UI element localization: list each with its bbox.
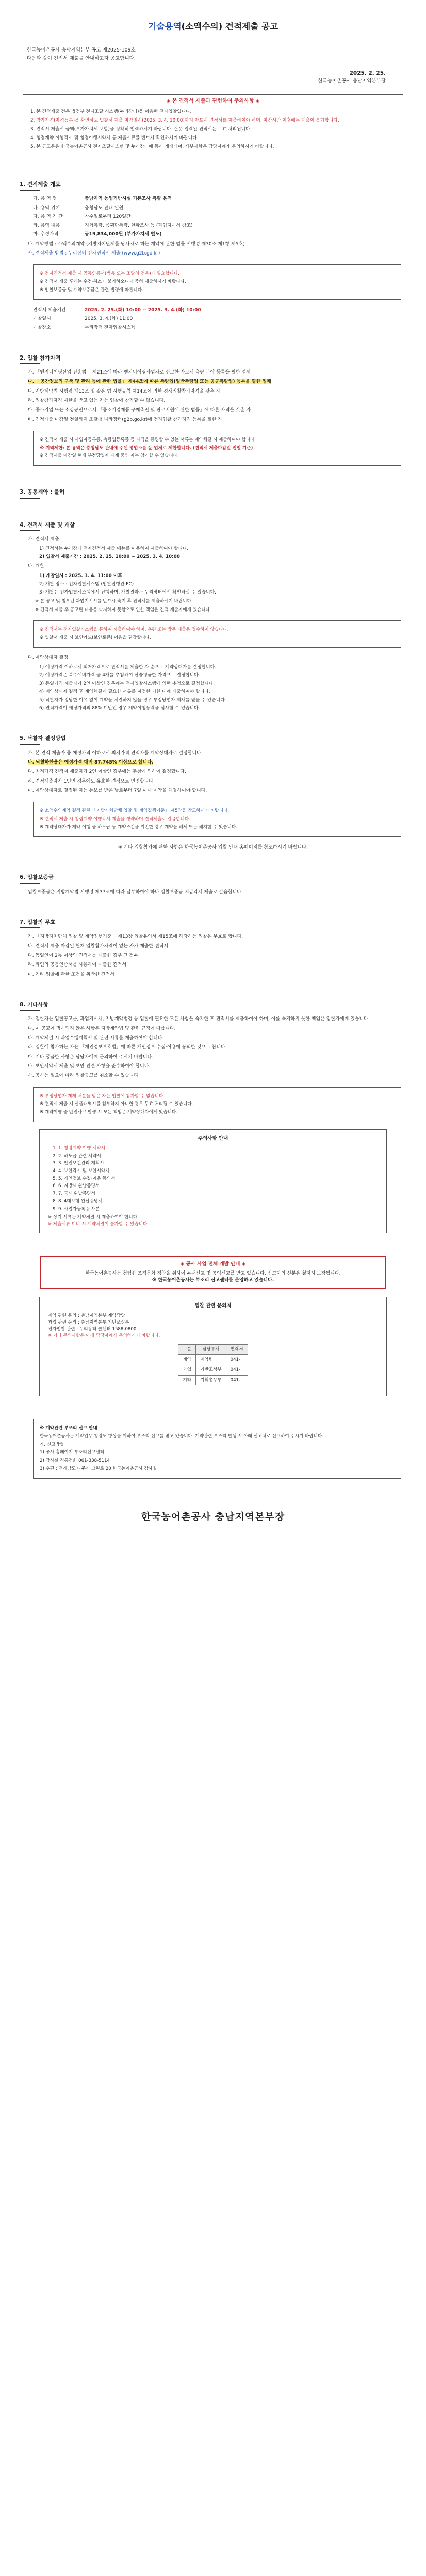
overview-text: 바. 계약방법 : 소액수의계약 (지방자치단체를 당사자로 하는 계약에 관한 법률 시행령 제30조 제1항 제5호) (28, 241, 245, 247)
section-heading: 2. 입찰 참가자격 (20, 354, 406, 365)
section-integrity (20, 1256, 406, 1396)
document-title (20, 21, 406, 33)
section-award-method (20, 735, 406, 851)
contact-table: 구분 담당부서 연락처 계약 계약팀 041- 과업 기반조성부 041- 기타 기획총무부 041- (178, 1344, 248, 1385)
schedule-row: 개찰일시 : 2025. 3. 4.(화) 11:00 (33, 316, 133, 321)
eligibility-item: 마. 중소기업 또는 소상공인으로서 「중소기업제품 구매촉진 및 판로지원에 관한 법률」에 따른 자격을 갖춘 자 (28, 408, 251, 413)
submission-item: 2) 개찰 장소 : 전자입찰시스템 (입찰집행관 PC) (39, 581, 134, 587)
caution-list: 1. 1. 청렴계약 이행 서약서 2. 2. 하도급 관련 서약서 3. 3. 안전보건관리 계획서 4. 4. 보안각서 및 보안서약서 5. 5. 개인정보 수집·이용 동의서 6. 6. 지방세 완납증명서 7. 7. 국세 완납증명서 8. 8. 4대보험 완납증명서 9. 9. 사업자등록증 사본 (58, 1145, 378, 1212)
submission-item: 1) 개찰일시 : 2025. 3. 4. 11:00 이후 (39, 573, 122, 579)
title-suffix: 견적제출 공고 (222, 22, 278, 32)
invalid-item: 나. 견적서 제출 마감일 현재 입찰참가자격이 없는 자가 제출한 견적서 (28, 943, 169, 949)
submission-note: ※ 본 공고 및 첨부된 과업지시서를 반드시 숙지 후 견적서를 제출하시기 바랍니다. (35, 598, 193, 604)
overview-row: 가. 용 역 명 : 충남지역 농업기반시설 기본조사 측량 용역 (33, 196, 172, 202)
title-prefix: 기술용역 (148, 22, 182, 32)
submission-item: 가. 견적서 제출 (28, 537, 59, 543)
deposit-text: 입찰보증금은 지방계약법 시행령 제37조에 따라 납부하여야 하나 입찰보증금 지급각서 제출로 갈음합니다. (28, 889, 243, 895)
misc-item: 라. 입찰에 참가하는 자는 「개인정보보호법」에 따른 개인정보 수집·이용에 동의한 것으로 봅니다. (28, 1045, 227, 1050)
section-submission (20, 521, 406, 713)
section-eligibility (20, 354, 406, 466)
notice-item: 4. 청렴계약 이행각서 및 청렴이행서약서 등 제출서류를 반드시 확인하시기 바랍니다. (30, 135, 199, 141)
misc-item: 마. 기타 궁금한 사항은 담당자에게 문의하여 주시기 바랍니다. (28, 1054, 154, 1060)
overview-row: 나. 용역 위치 : 충청남도 관내 일원 (33, 205, 124, 211)
submission-item: 2) 입찰서 제출기간 : 2025. 2. 25. 10:00 ~ 2025. 3. 4. 10:00 (39, 554, 180, 560)
overview-notes: ※ 전자견적서 제출 시 공동인증서(범용 또는 조달청 전용)가 필요합니다. ※ 견적서 제출 후에는 수정·취소가 불가하오니 신중히 제출하시기 바랍니다. ※ 입찰보증금 및 계약보증금은 관련 법령에 따릅니다. (33, 264, 401, 299)
notice-date: 2025. 2. 25. (349, 70, 386, 77)
award-method-item: 가. 본 견적 제출자 중 예정가격 이하로서 최저가격 견적자를 계약상대자로 결정합니다. (28, 750, 203, 756)
award-item: 5) 낙찰자가 정당한 이유 없이 계약을 체결하지 않을 경우 부정당업자 제재를 받을 수 있습니다. (39, 698, 226, 703)
caution-after: ※ 상기 서류는 계약체결 시 제출하여야 합니다. (48, 1215, 139, 1221)
integrity-redbox: ◈ 공사 사업 전체 개발 안내 ◈ 한국농어촌공사는 청렴한 조직문화 정착을 위하여 부패신고 및 공익신고를 받고 있습니다. 신고자의 신분은 철저히 보장됩니다. ※ 한국농어촌공사는 부조리 신고센터를 운영하고 있습니다. (40, 1256, 386, 1289)
misc-item: 바. 보안서약서 제출 및 보안 관련 사항을 준수하여야 합니다. (28, 1064, 151, 1070)
eligibility-item: 가. 「엔지니어링산업 진흥법」 제21조에 따라 엔지니어링사업자로 신고한 자로서 측량 분야 등록을 필한 업체 (28, 370, 251, 376)
notice-item: 1. 본 견적제출 건은 법정부 전자조달 시스템(누리장터)을 이용한 전자입찰입니다. (30, 109, 192, 114)
submission-item: 3) 개찰은 전자입찰시스템에서 진행하며, 개찰결과는 누리장터에서 확인하실 수 있습니다. (39, 589, 216, 595)
invalid-item: 다. 동일인이 2통 이상의 견적서를 제출한 경우 그 전부 (28, 953, 139, 958)
table-row: 기타 기획총무부 041- (178, 1375, 248, 1385)
award-item: 3) 동일가격 제출자가 2인 이상인 경우에는 전자입찰시스템에 의한 추첨으로 결정합니다. (39, 681, 215, 687)
misc-item: 나. 이 공고에 명시되지 않은 사항은 지방계약법 및 관련 규정에 따릅니다. (28, 1026, 176, 1031)
submission-item: 나. 개찰 (28, 564, 44, 569)
invalid-item: 라. 타인의 공동인증서를 사용하여 제출한 견적서 (28, 962, 127, 968)
section-heading: 1. 견적제출 개요 (20, 181, 406, 191)
award-method-box: ※ 소액수의계약 결정 관련 「지방자치단체 입찰 및 계약집행기준」 제5장을 참고하시기 바랍니다. ※ 견적서 제출 시 청렴계약 이행각서 제출을 생략하며 견적제출로 갈음합니다. ※ 계약상대자가 계약 이행 중 하도급 등 계약조건을 위반한 경우 계약을 해제 또는 해지할 수 있습니다. (33, 802, 401, 837)
schedule-row: 견적서 제출기간 : 2025. 2. 25.(화) 10:00 ~ 2025. 3. 4.(화) 10:00 (33, 307, 201, 313)
section-heading: 3. 공동계약 : 불허 (20, 488, 406, 499)
notice-box-title: ◈ 본 견적서 제출과 관련하여 주의사항 ◈ (166, 98, 260, 104)
overview-text: 사. 견적제출 방법 : 누리장터 전자견적서 제출 (www.g2b.go.kr) (28, 251, 160, 257)
overview-row: 라. 용역 내용 : 지형측량, 종횡단측량, 현황조사 등 (과업지시서 참조) (33, 223, 193, 229)
award-item: 6) 견적가격이 예정가격의 88% 미만인 경우 계약이행능력을 심사할 수 있습니다. (39, 706, 200, 711)
table-row: 계약 계약팀 041- (178, 1355, 248, 1365)
notice-item: 5. 본 공고문은 한국농어촌공사 전자조달시스템 및 누리장터에 동시 게재되며, 세부사항은 담당자에게 문의하시기 바랍니다. (30, 144, 274, 149)
overview-row: 마. 추정가격 : 금19,834,000원 (부가가치세 별도) (33, 232, 162, 238)
section-overview (20, 181, 406, 332)
caution-box (39, 1129, 387, 1233)
intro-line: 한국농어촌공사 충남지역본부 공고 제2025-109호 (27, 47, 136, 54)
award-item: 4) 계약상대자 결정 후 계약체결에 필요한 서류를 지정한 기한 내에 제출하여야 합니다. (39, 689, 210, 695)
section-report (20, 1419, 406, 1478)
award-item: 다. 계약상대자 결정 (28, 655, 69, 660)
submission-box: ※ 견적서는 전자입찰시스템을 통하여 제출하여야 하며, 우편 또는 방문 제출은 접수하지 않습니다. ※ 입찰서 제출 시 보안카드(보안토큰) 이용을 권장합니다. (33, 620, 401, 647)
misc-item: 다. 계약체결 시 과업수행계획서 및 관련 서류를 제출하여야 합니다. (28, 1036, 164, 1041)
eligibility-box: ※ 견적서 제출 시 사업자등록증, 측량업등록증 등 자격을 증명할 수 있는 서류는 계약체결 시 제출하여야 합니다. ※ 지역제한: 본 용역은 충청남도 관내에 주된 영업소를 둔 업체로 제한합니다. (견적서 제출마감일 전일 기준) ※ 견적제출 마감일 현재 부정당업자 제재 중인 자는 참가할 수 없습니다. (33, 431, 401, 466)
award-item: 2) 예정가격은 복수예비가격 중 4개를 추첨하여 산술평균한 가격으로 결정합니다. (39, 673, 200, 679)
eligibility-item: 나. 「공간정보의 구축 및 관리 등에 관한 법률」 제44조에 따른 측량업(일반측량업 또는 공공측량업) 등록을 필한 업체 (28, 379, 271, 385)
caution-title: 주의사항 안내 (198, 1135, 228, 1141)
overview-row: 다. 용 역 기 간 : 착수일로부터 120일간 (33, 214, 131, 219)
award-method-item: 나. 낙찰하한율은 예정가격 대비 87.745% 이상으로 합니다. (28, 759, 154, 765)
misc-box: ※ 부정당업자 제재 처분을 받은 자는 입찰에 참가할 수 없습니다. ※ 견적서 제출 시 산출내역서를 첨부하지 아니한 경우 무효 처리될 수 있습니다. ※ 계약이행 중 안전사고 발생 시 모든 책임은 계약상대자에게 있습니다. (33, 1087, 401, 1122)
section-heading: 7. 입찰의 무효 (20, 919, 406, 929)
section-deposit (20, 874, 406, 896)
award-method-item: 라. 견적제출자가 1인인 경우에도 유효한 견적으로 인정합니다. (28, 778, 155, 784)
intro-block (27, 47, 406, 62)
section-heading: 5. 낙찰자 결정방법 (20, 735, 406, 745)
award-method-item: 다. 최저가격 견적서 제출자가 2인 이상인 경우에는 추첨에 의하여 결정합니다. (28, 769, 186, 775)
schedule-row: 개찰장소 : 누리장터 전자입찰시스템 (33, 325, 136, 331)
award-method-item: 마. 계약상대자로 결정된 자는 통보를 받은 날로부터 7일 이내 계약을 체결하여야 합니다. (28, 788, 207, 793)
section-heading: 6. 입찰보증금 (20, 874, 406, 884)
table-row: 과업 기반조성부 041- (178, 1365, 248, 1375)
date-block (20, 70, 386, 85)
section-misc (20, 1001, 406, 1233)
intro-line: 다음과 같이 견적서 제출을 안내하고자 공고합니다. (27, 56, 136, 62)
award-method-tail: ※ 기타 입찰참가에 관한 사항은 한국농어촌공사 입찰 안내 홈페이지를 참조하시기 바랍니다. (118, 844, 308, 851)
contact-box: 입찰 관련 문의처 계약 관련 문의 : 충남지역본부 계약담당 과업 관련 문의 : 충남지역본부 기반조성부 전자입찰 관련 : 누리장터 콜센터 1588-0800 ※ 기타 문의사항은 아래 담당자에게 문의하시기 바랍니다. 구분 담당부서 연락처 계약 계약팀 041- 과업 기반조성부 041- 기타 기획총무부 041- (39, 1297, 387, 1396)
notice-item: 2. 참가자격(자격등록)을 확인하고 입찰서 제출 마감일시(2025. 3. 4. 10:00)까지 반드시 견적서를 제출하여야 하며, 마감시간 이후에는 제출이 불가합니다. (30, 117, 339, 123)
notice-box (23, 94, 403, 158)
caution-after: ※ 제출서류 미비 시 계약체결이 불가할 수 있습니다. (48, 1222, 149, 1227)
section-invalid (20, 919, 406, 978)
issuer: 한국농어촌공사 충남지역본부장 (318, 78, 386, 84)
invalid-item: 마. 기타 입찰에 관한 조건을 위반한 견적서 (28, 972, 114, 977)
footer-issuer: 한국농어촌공사 충남지역본부장 (141, 1511, 285, 1522)
eligibility-item: 바. 견적제출 마감일 전일까지 조달청 나라장터(g2b.go.kr)에 전자입찰 참가자격 등록을 필한 자 (28, 417, 222, 422)
award-item: 1) 예정가격 이하로서 최저가격으로 견적서를 제출한 자 순으로 계약상대자를 결정합니다. (39, 665, 216, 670)
notice-item: 3. 견적서 제출시 금액(부가가치세 포함)을 정확히 입력하시기 바랍니다. 잘못 입력된 견적서는 무효 처리됩니다. (30, 126, 252, 132)
submission-item: 1) 견적서는 누리장터 전자견적서 제출 메뉴를 이용하여 제출하여야 합니다. (39, 546, 189, 552)
submission-note: ※ 견적서 제출 후 공고된 내용을 숙지하지 못함으로 인한 책임은 견적 제출자에게 있습니다. (35, 607, 211, 613)
report-box: ※ 계약관련 부조리 신고 안내 한국농어촌공사는 계약업무 청렴도 향상을 위하여 부조리 신고를 받고 있습니다. 계약관련 부조리 발생 시 아래 신고처로 신고하여 주시기 바랍니다. 가. 신고방법 1) 공사 홈페이지 부조리신고센터 2) 감사실 직통전화 061-338-5114 3) 우편 : 전라남도 나주시 그린로 20 한국농어촌공사 감사실 (33, 1419, 401, 1478)
eligibility-item: 라. 입찰참가자격 제한을 받고 있는 자는 입찰에 참가할 수 없습니다. (28, 398, 166, 403)
section-heading: 8. 기타사항 (20, 1001, 406, 1011)
misc-item: 가. 입찰자는 입찰공고문, 과업지시서, 지방계약법령 등 입찰에 필요한 모든 사항을 숙지한 후 견적서를 제출하여야 하며, 이를 숙지하지 못한 책임은 입찰자에게 있습니다. (28, 1016, 370, 1022)
invalid-item: 가. 「지방자치단체 입찰 및 계약집행기준」 제13장 입찰유의서 제15조에 해당하는 입찰은 무효로 합니다. (28, 934, 243, 940)
eligibility-item: 다. 지방계약법 시행령 제13조 및 같은 법 시행규칙 제14조에 의한 경쟁입찰참가자격을 갖춘 자 (28, 388, 221, 394)
section-heading: 4. 견적서 제출 및 개찰 (20, 521, 406, 532)
misc-item: 사. 공사는 필요에 따라 입찰공고를 취소할 수 있습니다. (28, 1073, 140, 1079)
title-highlight: (소액수의) (181, 22, 222, 32)
section-joint-contract (20, 488, 406, 499)
